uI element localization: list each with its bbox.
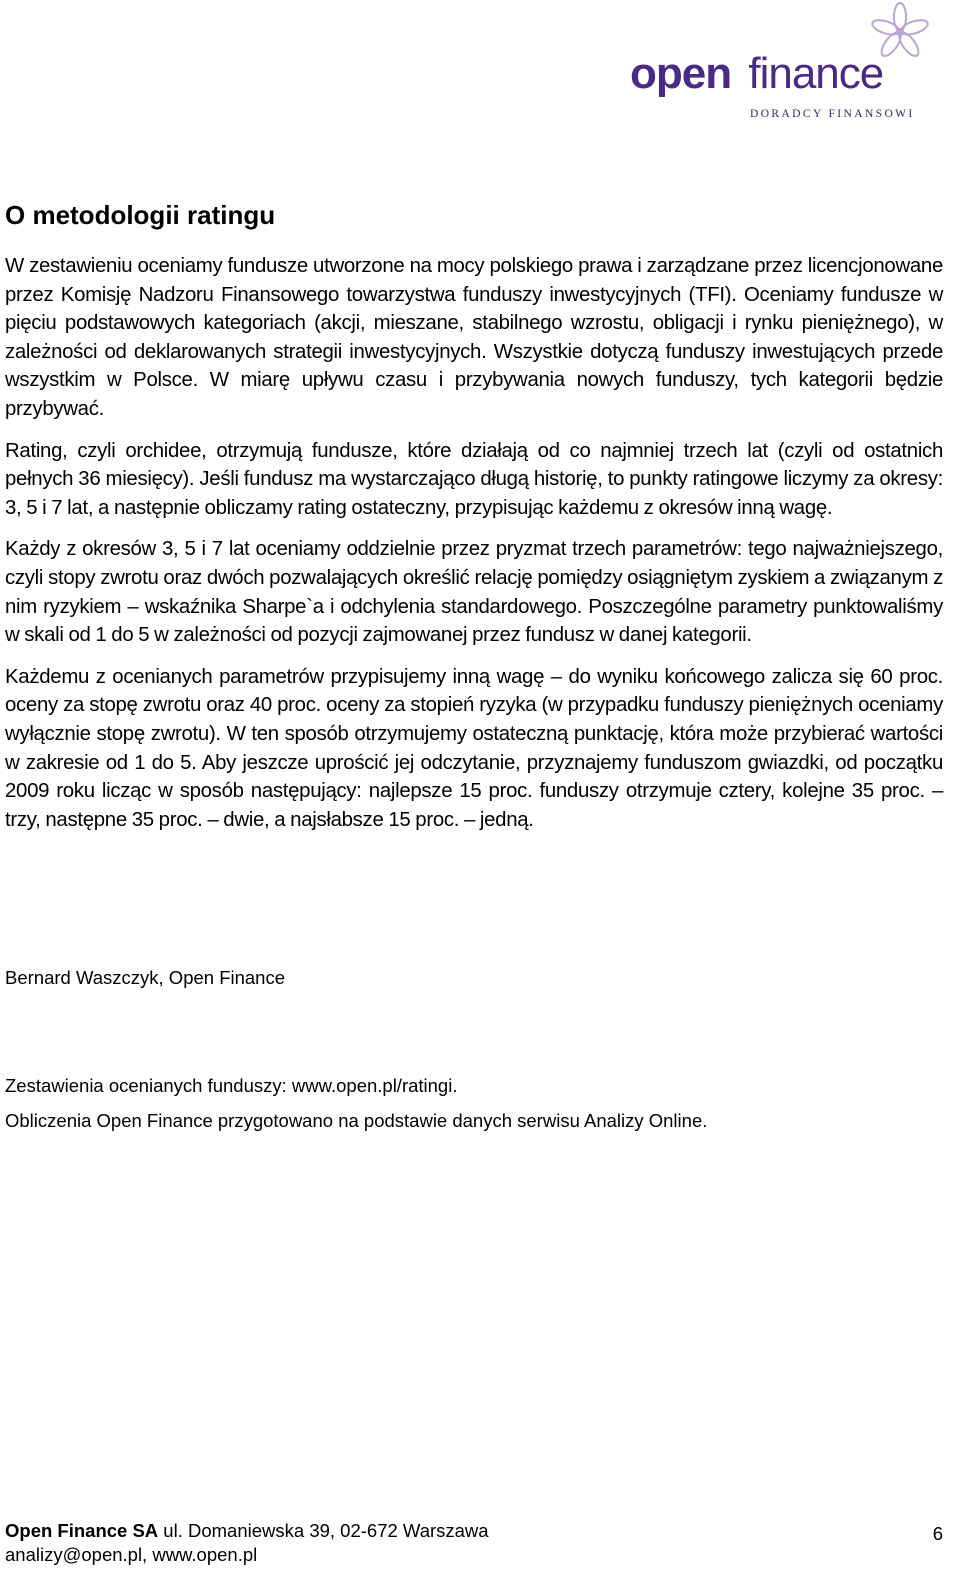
author-line: Bernard Waszczyk, Open Finance (5, 967, 286, 988)
logo-tagline: DORADCY FINANSOWI (750, 108, 915, 120)
footer-address: ul. Domaniewska 39, 02-672 Warszawa (158, 1520, 489, 1541)
footer-address-line (5, 1519, 943, 1543)
paragraph-2: Rating, czyli orchidee, otrzymują fundusze, które działają od co najmniej trzech lat (czyli od ostatnich pełnych 36 miesięcy). Jeśli fundusz ma wystarczająco długą historię, to punkty ratingowe liczymy za okresy: 3, 5 i 7 lat, a następnie obliczamy rating ostateczny, przypisując każdemu z okresów inną wagę. (5, 439, 943, 519)
footer-company: Open Finance SA (5, 1520, 159, 1541)
page-title: O metodologii ratingu (5, 200, 276, 230)
logo-brand-finance: finance (748, 49, 884, 98)
paragraph-1: W zestawieniu oceniamy fundusze utworzone na mocy polskiego prawa i zarządzane przez licencjonowane przez Komisję Nadzoru Finansowego towarzystwa funduszy inwestycyjnych (TFI). Oceniamy fundusze w pięciu podstawowych kategoriach (akcji, mieszane, stabilnego wzrostu, obligacji i rynku pieniężnego), w zależności od deklarowanych strategii inwestycyjnych. Wszystkie dotyczą funduszy inwestujących przede wszystkim w Polsce. W miarę upływu czasu i przybywania nowych funduszy, tych kategorii będzie przybywać. (5, 255, 943, 420)
paragraph-3: Każdy z okresów 3, 5 i 7 lat oceniamy oddzielnie przez pryzmat trzech parametrów: tego najważniejszego, czyli stopy zwrotu oraz dwóch pozwalających określić relację pomiędzy osiągniętym zyskiem a związanym z nim ryzykiem – wskaźnika Sharpe`a i odchylenia standardowego. Poszczególne parametry punktowaliśmy w skali od 1 do 5 w zależności od pozycji zajmowanej przez fundusz w danej kategorii. (5, 538, 943, 647)
source-link-line: Zestawienia ocenianych funduszy: www.open.pl/ratingi. (5, 1075, 458, 1096)
svg-text:open finance (630, 49, 883, 98)
page-number: 6 (932, 1523, 943, 1544)
page-footer (5, 1519, 943, 1567)
footer-contact: analizy@open.pl, www.open.pl (5, 1544, 258, 1565)
logo-brand-open: open (630, 49, 732, 98)
article (5, 198, 943, 847)
paragraph-4: Każdemu z ocenianych parametrów przypisujemy inną wagę – do wyniku końcowego zalicza się 60 proc. oceny za stopę zwrotu oraz 40 proc. oceny za stopień ryzyka (w przypadku funduszy pieniężnych oceniamy wyłącznie stopę zwrotu). W ten sposób otrzymujemy ostateczną punktację, która może przybierać wartości w zakresie od 1 do 5. Aby jeszcze uprościć jej odczytanie, przyznajemy funduszom gwiazdki, od początku 2009 roku licząc w sposób następujący: najlepsze 15 proc. funduszy otrzymuje cztery, kolejne 35 proc. – trzy, następne 35 proc. – dwie, a najsłabsze 15 proc. – jedną. (5, 665, 943, 831)
calculation-note: Obliczenia Open Finance przygotowano na podstawie danych serwisu Analizy Online. (5, 1110, 708, 1131)
open-finance-logo (630, 0, 955, 125)
